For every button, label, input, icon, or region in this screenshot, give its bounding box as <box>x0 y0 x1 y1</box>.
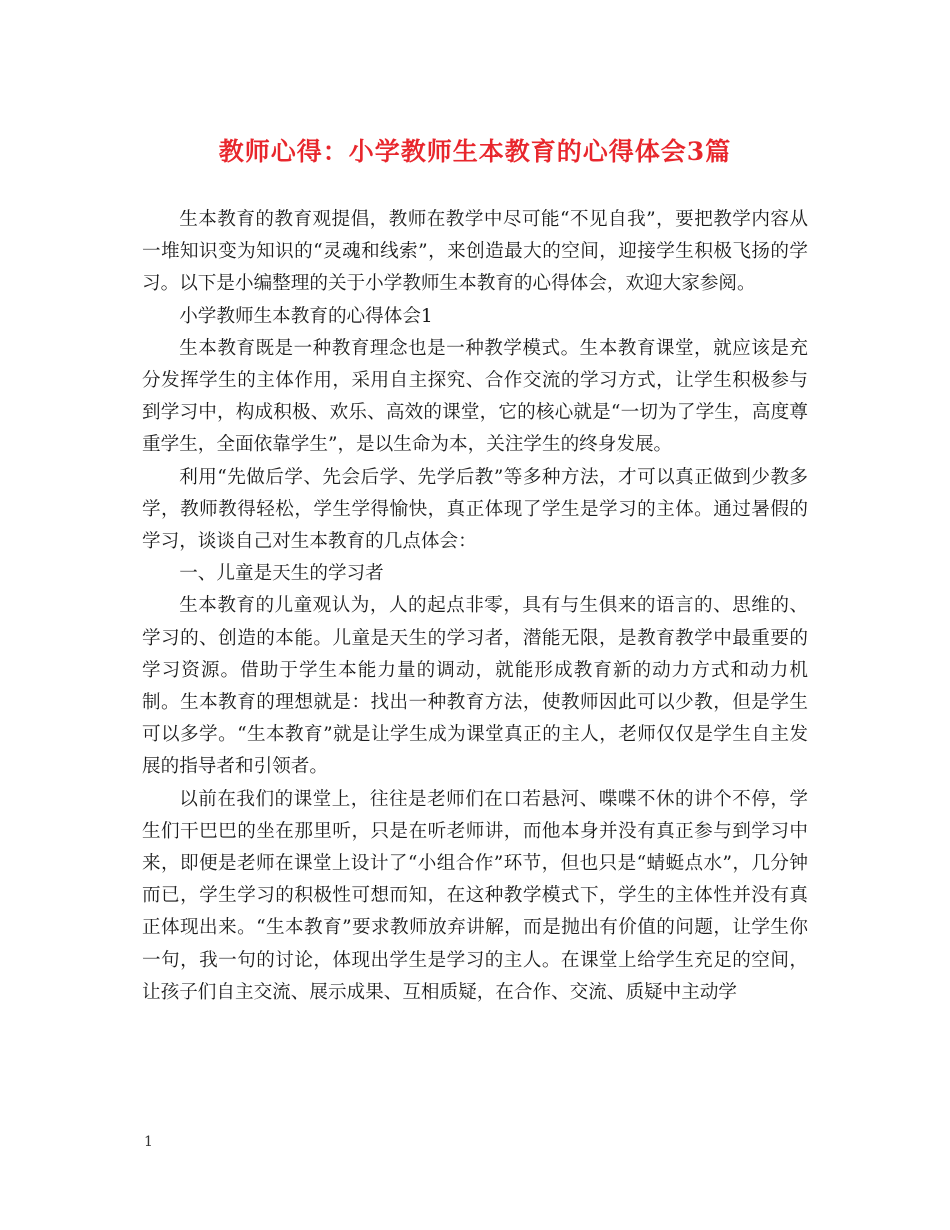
page-number: 1 <box>144 1134 153 1150</box>
paragraph: 利用“先做后学、先会后学、先学后教”等多种方法，才可以真正做到少教多学，教师教得轻松，学生学得愉快，真正体现了学生是学习的主体。通过暑假的学习，谈谈自己对生本教育的几点体会： <box>142 466 808 553</box>
paragraph: 生本教育的儿童观认为，人的起点非零，具有与生俱来的语言的、思维的、学习的、创造的本能。儿童是天生的学习者，潜能无限，是教育教学中最重要的学习资源。借助于学生本能力量的调动，就能形成教育新的动力方式和动力机制。生本教育的理想就是：找出一种教育方法，使教师因此可以少教，但是学生可以多学。“生本教育”就是让学生成为课堂真正的主人，老师仅仅是学生自主发展的指导者和引领者。 <box>142 595 808 778</box>
paragraph: 生本教育既是一种教育理念也是一种教学模式。生本教育课堂，就应该是充分发挥学生的主体作用，采用自主探究、合作交流的学习方式，让学生积极参与到学习中，构成积极、欢乐、高效的课堂，它的核心就是“一切为了学生，高度尊重学生，全面依靠学生”，是以生命为本，关注学生的终身发展。 <box>142 337 808 456</box>
document-body <box>142 204 808 1009</box>
subheading-1: 一、儿童是天生的学习者 <box>179 563 384 585</box>
section-heading-1: 小学教师生本教育的心得体会1 <box>179 305 433 327</box>
paragraph: 以前在我们的课堂上，往往是老师们在口若悬河、喋喋不休的讲个不停，学生们干巴巴的坐在那里听，只是在听老师讲，而他本身并没有真正参与到学习中来，即便是老师在课堂上设计了“小组合作”环节，但也只是“蜻蜓点水”，几分钟而已，学生学习的积极性可想而知，在这种教学模式下，学生的主体性并没有真正体现出来。“生本教育”要求教师放弃讲解，而是抛出有价值的问题，让学生你一句，我一句的讨论，体现出学生是学习的主人。在课堂上给学生充足的空间，让孩子们自主交流、展示成果、互相质疑，在合作、交流、质疑中主动学 <box>142 788 808 1003</box>
paragraph-intro: 生本教育的教育观提倡，教师在教学中尽可能“不见自我”，要把教学内容从一堆知识变为知识的“灵魂和线索”，来创造最大的空间，迎接学生积极飞扬的学习。以下是小编整理的关于小学教师生本教育的心得体会，欢迎大家参阅。 <box>142 209 808 295</box>
document-title: 教师心得：小学教师生本教育的心得体会3篇 <box>218 137 732 166</box>
